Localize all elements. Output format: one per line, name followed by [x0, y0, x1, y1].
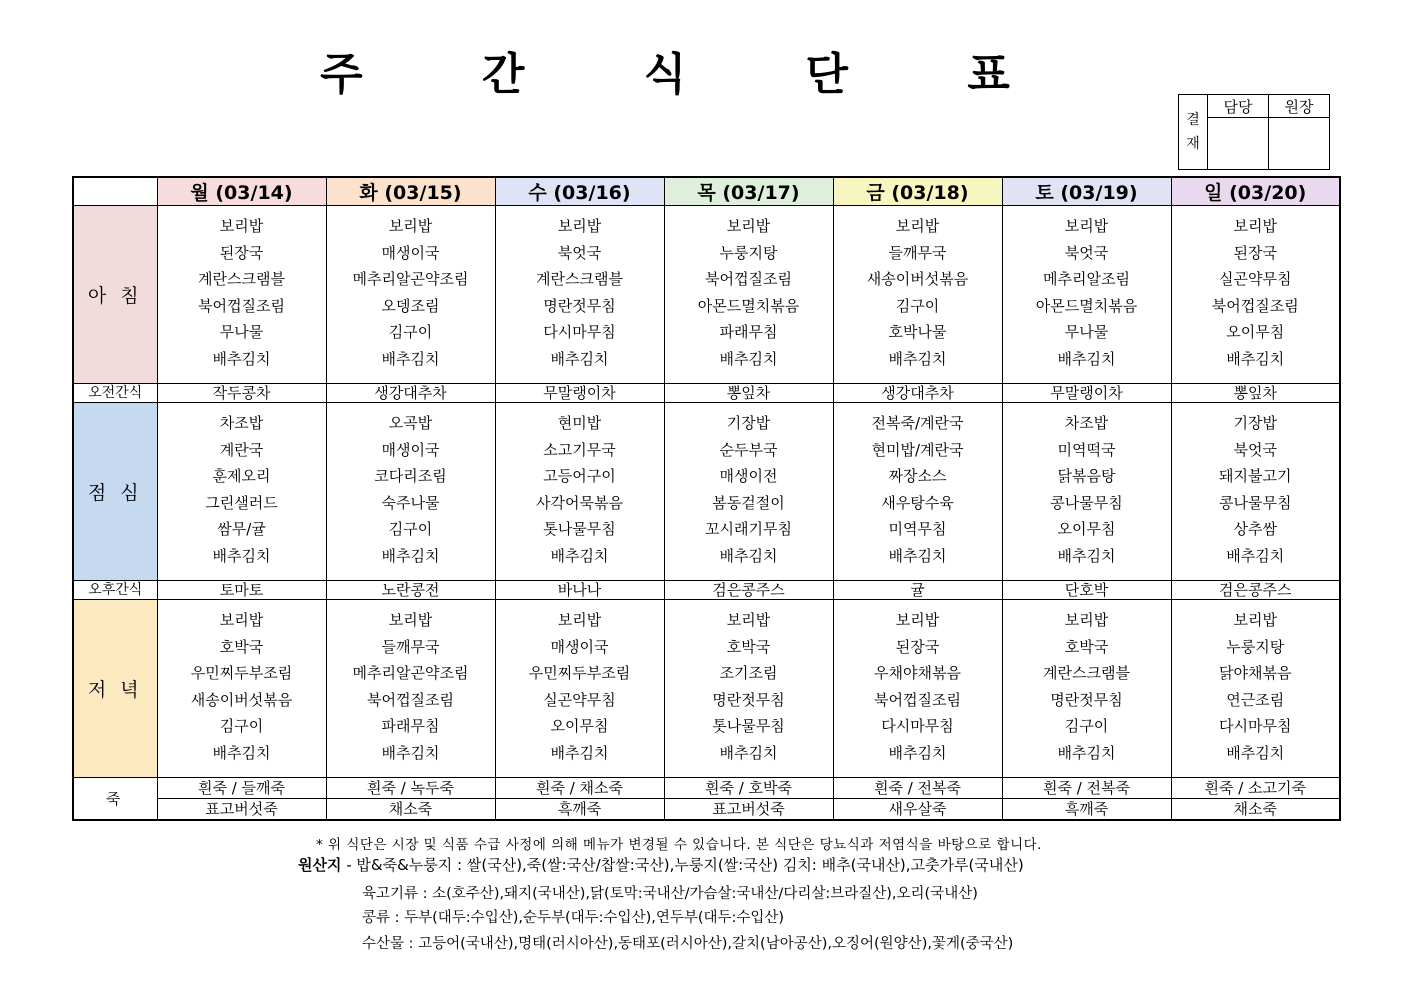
approval-sign-manager	[1208, 118, 1269, 170]
am_snack-cell-wed: 무말랭이차	[495, 384, 664, 403]
menu-item: 호박나물	[888, 323, 947, 342]
menu-item: 오곡밥	[388, 414, 433, 432]
menu-item: 무나물	[1064, 323, 1109, 342]
corner-cell	[73, 177, 157, 206]
day-header-mon: 월 (03/14)	[157, 177, 326, 206]
menu-item: 들깨무국	[888, 243, 947, 262]
menu-item: 매생이국	[381, 243, 440, 262]
menu-item: 누룽지탕	[1226, 637, 1285, 656]
menu-item: 배추김치	[212, 349, 271, 368]
menu-item: 보리밥	[557, 217, 602, 235]
lunch-cell-thu	[664, 403, 833, 581]
menu-item: 북엇국	[557, 243, 602, 262]
menu-item: 된장국	[1233, 243, 1277, 262]
approval-box	[1178, 94, 1330, 170]
menu-item: 무나물	[219, 323, 264, 342]
notice-line: * 위 식단은 시장 및 식품 수급 사정에 의해 메뉴가 변경될 수 있습니다. 본 식단은 당뇨식과 저염식을 바탕으로 합니다.	[316, 837, 1042, 853]
menu-item: 배추김치	[1057, 546, 1116, 565]
day-header-thu: 목 (03/17)	[664, 177, 833, 206]
menu-item: 배추김치	[1226, 546, 1285, 565]
menu-item: 다시마무침	[1219, 717, 1292, 736]
pm_snack-cell-wed: 바나나	[495, 581, 664, 600]
menu-item: 우채야채볶음	[874, 664, 961, 683]
menu-item: 북어껍질조림	[705, 270, 792, 289]
dinner-cell-wed	[495, 600, 664, 778]
menu-item: 소고기무국	[543, 440, 616, 459]
menu-item: 배추김치	[1057, 743, 1116, 762]
menu-item: 오이무침	[550, 717, 609, 736]
menu-item: 연근조림	[1226, 690, 1285, 709]
menu-item: 기장밥	[726, 414, 771, 432]
menu-item: 배추김치	[1226, 743, 1285, 762]
lunch-cell-fri	[833, 403, 1002, 581]
menu-item: 다시마무침	[543, 323, 616, 342]
menu-item: 배추김치	[888, 743, 947, 762]
menu-item: 북엇국	[1064, 243, 1109, 262]
pm_snack-cell-sun: 검은콩주스	[1171, 581, 1340, 600]
menu-item: 배추김치	[1057, 349, 1116, 368]
menu-item: 배추김치	[719, 349, 778, 368]
menu-item: 호박국	[219, 637, 264, 656]
menu-item: 파래무침	[381, 717, 440, 736]
menu-item: 배추김치	[550, 349, 609, 368]
menu-item: 새송이버섯볶음	[190, 690, 293, 709]
porridge-label: 죽	[73, 778, 157, 821]
dinner-cell-sun	[1171, 600, 1340, 778]
menu-item: 명란젓무침	[712, 690, 785, 709]
am_snack-cell-sat: 무말랭이차	[1002, 384, 1171, 403]
menu-item: 기장밥	[1233, 414, 1277, 432]
porridge-main-mon: 흰죽 / 들깨죽	[157, 778, 326, 799]
dinner-cell-mon	[157, 600, 326, 778]
menu-item: 호박국	[1064, 637, 1109, 656]
menu-item: 매생이전	[719, 467, 778, 486]
menu-item: 김구이	[388, 323, 433, 342]
pm_snack-label: 오후간식	[73, 581, 157, 600]
menu-item: 매생이국	[381, 440, 440, 459]
menu-item: 그린샐러드	[205, 493, 278, 512]
menu-item: 조기조림	[719, 664, 778, 683]
menu-item: 상추쌈	[1233, 520, 1277, 539]
menu-item: 다시마무침	[881, 717, 954, 736]
am_snack-cell-sun: 뽕잎차	[1171, 384, 1340, 403]
lunch-cell-mon	[157, 403, 326, 581]
breakfast-cell-sat	[1002, 206, 1171, 384]
menu-item: 배추김치	[888, 349, 947, 368]
porridge-main-sun: 흰죽 / 소고기죽	[1171, 778, 1340, 799]
menu-item: 미역무침	[888, 520, 947, 539]
menu-item: 배추김치	[719, 546, 778, 565]
menu-item: 메추리알조림	[1043, 270, 1130, 289]
menu-item: 북어껍질조림	[1211, 296, 1299, 315]
menu-item: 보리밥	[1064, 611, 1109, 629]
breakfast-cell-thu	[664, 206, 833, 384]
menu-item: 보리밥	[557, 611, 602, 629]
pm_snack-cell-fri: 귤	[833, 581, 1002, 600]
menu-item: 실곤약무침	[543, 690, 616, 709]
porridge-special-sun: 채소죽	[1171, 799, 1340, 821]
menu-item: 된장국	[895, 637, 940, 656]
menu-item: 보리밥	[1233, 217, 1277, 235]
menu-item: 배추김치	[212, 546, 271, 565]
lunch-cell-sat	[1002, 403, 1171, 581]
menu-item: 차조밥	[1064, 414, 1109, 432]
lunch-cell-wed	[495, 403, 664, 581]
menu-item: 된장국	[219, 243, 264, 262]
menu-item: 꼬시래기무침	[705, 520, 792, 539]
day-header-sun: 일 (03/20)	[1171, 177, 1340, 206]
menu-item: 보리밥	[726, 611, 771, 629]
menu-item: 파래무침	[719, 323, 778, 342]
menu-item: 명란젓무침	[543, 296, 616, 315]
menu-item: 호박국	[726, 637, 771, 656]
menu-item: 오뎅조림	[381, 296, 440, 315]
menu-item: 배추김치	[550, 546, 609, 565]
porridge-special-mon: 표고버섯죽	[157, 799, 326, 821]
pm_snack-cell-mon: 토마토	[157, 581, 326, 600]
dinner-label: 저 녁	[73, 600, 157, 778]
menu-item: 돼지불고기	[1219, 467, 1292, 486]
breakfast-cell-wed	[495, 206, 664, 384]
breakfast-cell-tue	[326, 206, 495, 384]
am_snack-cell-mon: 작두콩차	[157, 384, 326, 403]
dinner-cell-sat	[1002, 600, 1171, 778]
menu-item: 오이무침	[1226, 323, 1285, 342]
porridge-main-sat: 흰죽 / 전복죽	[1002, 778, 1171, 799]
menu-item: 배추김치	[719, 743, 778, 762]
weekly-menu-table	[72, 176, 1341, 821]
pm_snack-cell-sat: 단호박	[1002, 581, 1171, 600]
dinner-cell-thu	[664, 600, 833, 778]
menu-item: 차조밥	[219, 414, 264, 432]
menu-item: 보리밥	[726, 217, 771, 235]
menu-item: 북어껍질조림	[198, 296, 285, 315]
menu-item: 보리밥	[1064, 217, 1109, 235]
menu-item: 계란스크램블	[1043, 664, 1130, 683]
menu-item: 계란국	[219, 440, 264, 459]
lunch-label: 점 심	[73, 403, 157, 581]
page-title: 주 간 식 단 표	[320, 49, 1062, 100]
porridge-special-wed: 흑깨죽	[495, 799, 664, 821]
breakfast-label: 아 침	[73, 206, 157, 384]
menu-item: 실곤약무침	[1219, 270, 1292, 289]
menu-item: 보리밥	[895, 611, 940, 629]
dinner-cell-tue	[326, 600, 495, 778]
day-header-sat: 토 (03/19)	[1002, 177, 1171, 206]
menu-item: 오이무침	[1057, 520, 1116, 539]
menu-item: 전복죽/계란국	[871, 414, 964, 432]
menu-item: 사각어묵볶음	[536, 493, 623, 512]
menu-item: 북어껍질조림	[367, 690, 454, 709]
menu-item: 보리밥	[388, 217, 433, 235]
menu-item: 배추김치	[381, 349, 440, 368]
menu-item: 북어껍질조림	[874, 690, 961, 709]
menu-item: 순두부국	[719, 440, 778, 459]
porridge-special-sat: 흑깨죽	[1002, 799, 1171, 821]
menu-item: 톳나물무침	[712, 717, 785, 736]
porridge-main-tue: 흰죽 / 녹두죽	[326, 778, 495, 799]
porridge-special-tue: 채소죽	[326, 799, 495, 821]
lunch-cell-tue	[326, 403, 495, 581]
menu-item: 우민찌두부조림	[528, 664, 631, 683]
porridge-main-fri: 흰죽 / 전복죽	[833, 778, 1002, 799]
menu-item: 아몬드멸치볶음	[1035, 296, 1138, 315]
menu-item: 배추김치	[381, 743, 440, 762]
menu-item: 배추김치	[212, 743, 271, 762]
lunch-cell-sun	[1171, 403, 1340, 581]
approval-col-manager: 담당	[1208, 95, 1269, 118]
porridge-main-thu: 흰죽 / 호박죽	[664, 778, 833, 799]
menu-item: 현미밥	[557, 414, 602, 432]
beans-origin-line: 콩류 : 두부(대두:수입산),순두부(대두:수입산),연두부(대두:수입산)	[362, 910, 785, 926]
menu-item: 계란스크램블	[536, 270, 623, 289]
menu-item: 김구이	[895, 296, 940, 315]
approval-sign-director	[1269, 118, 1330, 170]
menu-item: 배추김치	[550, 743, 609, 762]
pm_snack-cell-tue: 노란콩전	[326, 581, 495, 600]
menu-item: 쌈무/귤	[217, 520, 266, 539]
menu-item: 김구이	[219, 717, 264, 736]
day-header-fri: 금 (03/18)	[833, 177, 1002, 206]
menu-item: 메추리알곤약조림	[352, 270, 469, 289]
approval-label: 결 재	[1179, 95, 1208, 170]
menu-item: 현미밥/계란국	[871, 440, 964, 459]
porridge-special-thu: 표고버섯죽	[664, 799, 833, 821]
menu-item: 배추김치	[888, 546, 947, 565]
menu-item: 닭볶음탕	[1057, 467, 1116, 486]
menu-item: 닭야채볶음	[1219, 664, 1292, 683]
approval-col-director: 원장	[1269, 95, 1330, 118]
day-header-tue: 화 (03/15)	[326, 177, 495, 206]
menu-item: 새우탕수육	[881, 493, 954, 512]
am_snack-cell-thu: 뽕잎차	[664, 384, 833, 403]
breakfast-cell-sun	[1171, 206, 1340, 384]
menu-item: 숙주나물	[381, 493, 440, 512]
menu-item: 김구이	[1064, 717, 1109, 736]
menu-item: 보리밥	[219, 217, 264, 235]
menu-item: 매생이국	[550, 637, 609, 656]
am_snack-cell-fri: 생강대추차	[833, 384, 1002, 403]
menu-item: 고등어구이	[543, 467, 616, 486]
menu-item: 김구이	[388, 520, 433, 539]
seafood-origin-line: 수산물 : 고등어(국내산),명태(러시아산),동태포(러시아산),갈치(남아공산),오징어(원양산),꽃게(중국산)	[362, 936, 1014, 952]
origin-line: 원산지 - 밥&죽&누룽지 : 쌀(국산),죽(쌀:국산/찹쌀:국산),누룽지(쌀:국산) 김치: 배추(국내산),고춧가루(국내산)	[298, 856, 1024, 874]
menu-item: 훈제오리	[212, 467, 271, 486]
day-header-wed: 수 (03/16)	[495, 177, 664, 206]
menu-item: 아몬드멸치볶음	[697, 296, 800, 315]
am_snack-cell-tue: 생강대추차	[326, 384, 495, 403]
menu-item: 들깨무국	[381, 637, 440, 656]
menu-item: 미역떡국	[1057, 440, 1116, 459]
menu-item: 보리밥	[895, 217, 940, 235]
menu-item: 봄동겉절이	[712, 493, 785, 512]
menu-item: 새송이버섯볶음	[866, 270, 969, 289]
porridge-main-wed: 흰죽 / 채소죽	[495, 778, 664, 799]
dinner-cell-fri	[833, 600, 1002, 778]
menu-item: 코다리조림	[374, 467, 447, 486]
menu-item: 북엇국	[1233, 440, 1277, 459]
menu-item: 짜장소스	[888, 467, 947, 486]
menu-item: 계란스크램블	[198, 270, 285, 289]
menu-item: 보리밥	[219, 611, 264, 629]
meat-origin-line: 육고기류 : 소(호주산),돼지(국내산),닭(토막:국내산/가슴살:국내산/다리살:브라질산),오리(국내산)	[362, 886, 978, 902]
menu-item: 배추김치	[381, 546, 440, 565]
menu-item: 콩나물무침	[1050, 493, 1123, 512]
menu-item: 우민찌두부조림	[190, 664, 293, 683]
menu-item: 명란젓무침	[1050, 690, 1123, 709]
breakfast-cell-fri	[833, 206, 1002, 384]
menu-item: 메추리알곤약조림	[352, 664, 469, 683]
menu-item: 보리밥	[388, 611, 433, 629]
menu-item: 배추김치	[1226, 349, 1285, 368]
pm_snack-cell-thu: 검은콩주스	[664, 581, 833, 600]
am_snack-label: 오전간식	[73, 384, 157, 403]
menu-item: 톳나물무침	[543, 520, 616, 539]
breakfast-cell-mon	[157, 206, 326, 384]
menu-item: 보리밥	[1233, 611, 1277, 629]
porridge-special-fri: 새우살죽	[833, 799, 1002, 821]
menu-item: 누룽지탕	[719, 243, 778, 262]
menu-item: 콩나물무침	[1219, 493, 1292, 512]
